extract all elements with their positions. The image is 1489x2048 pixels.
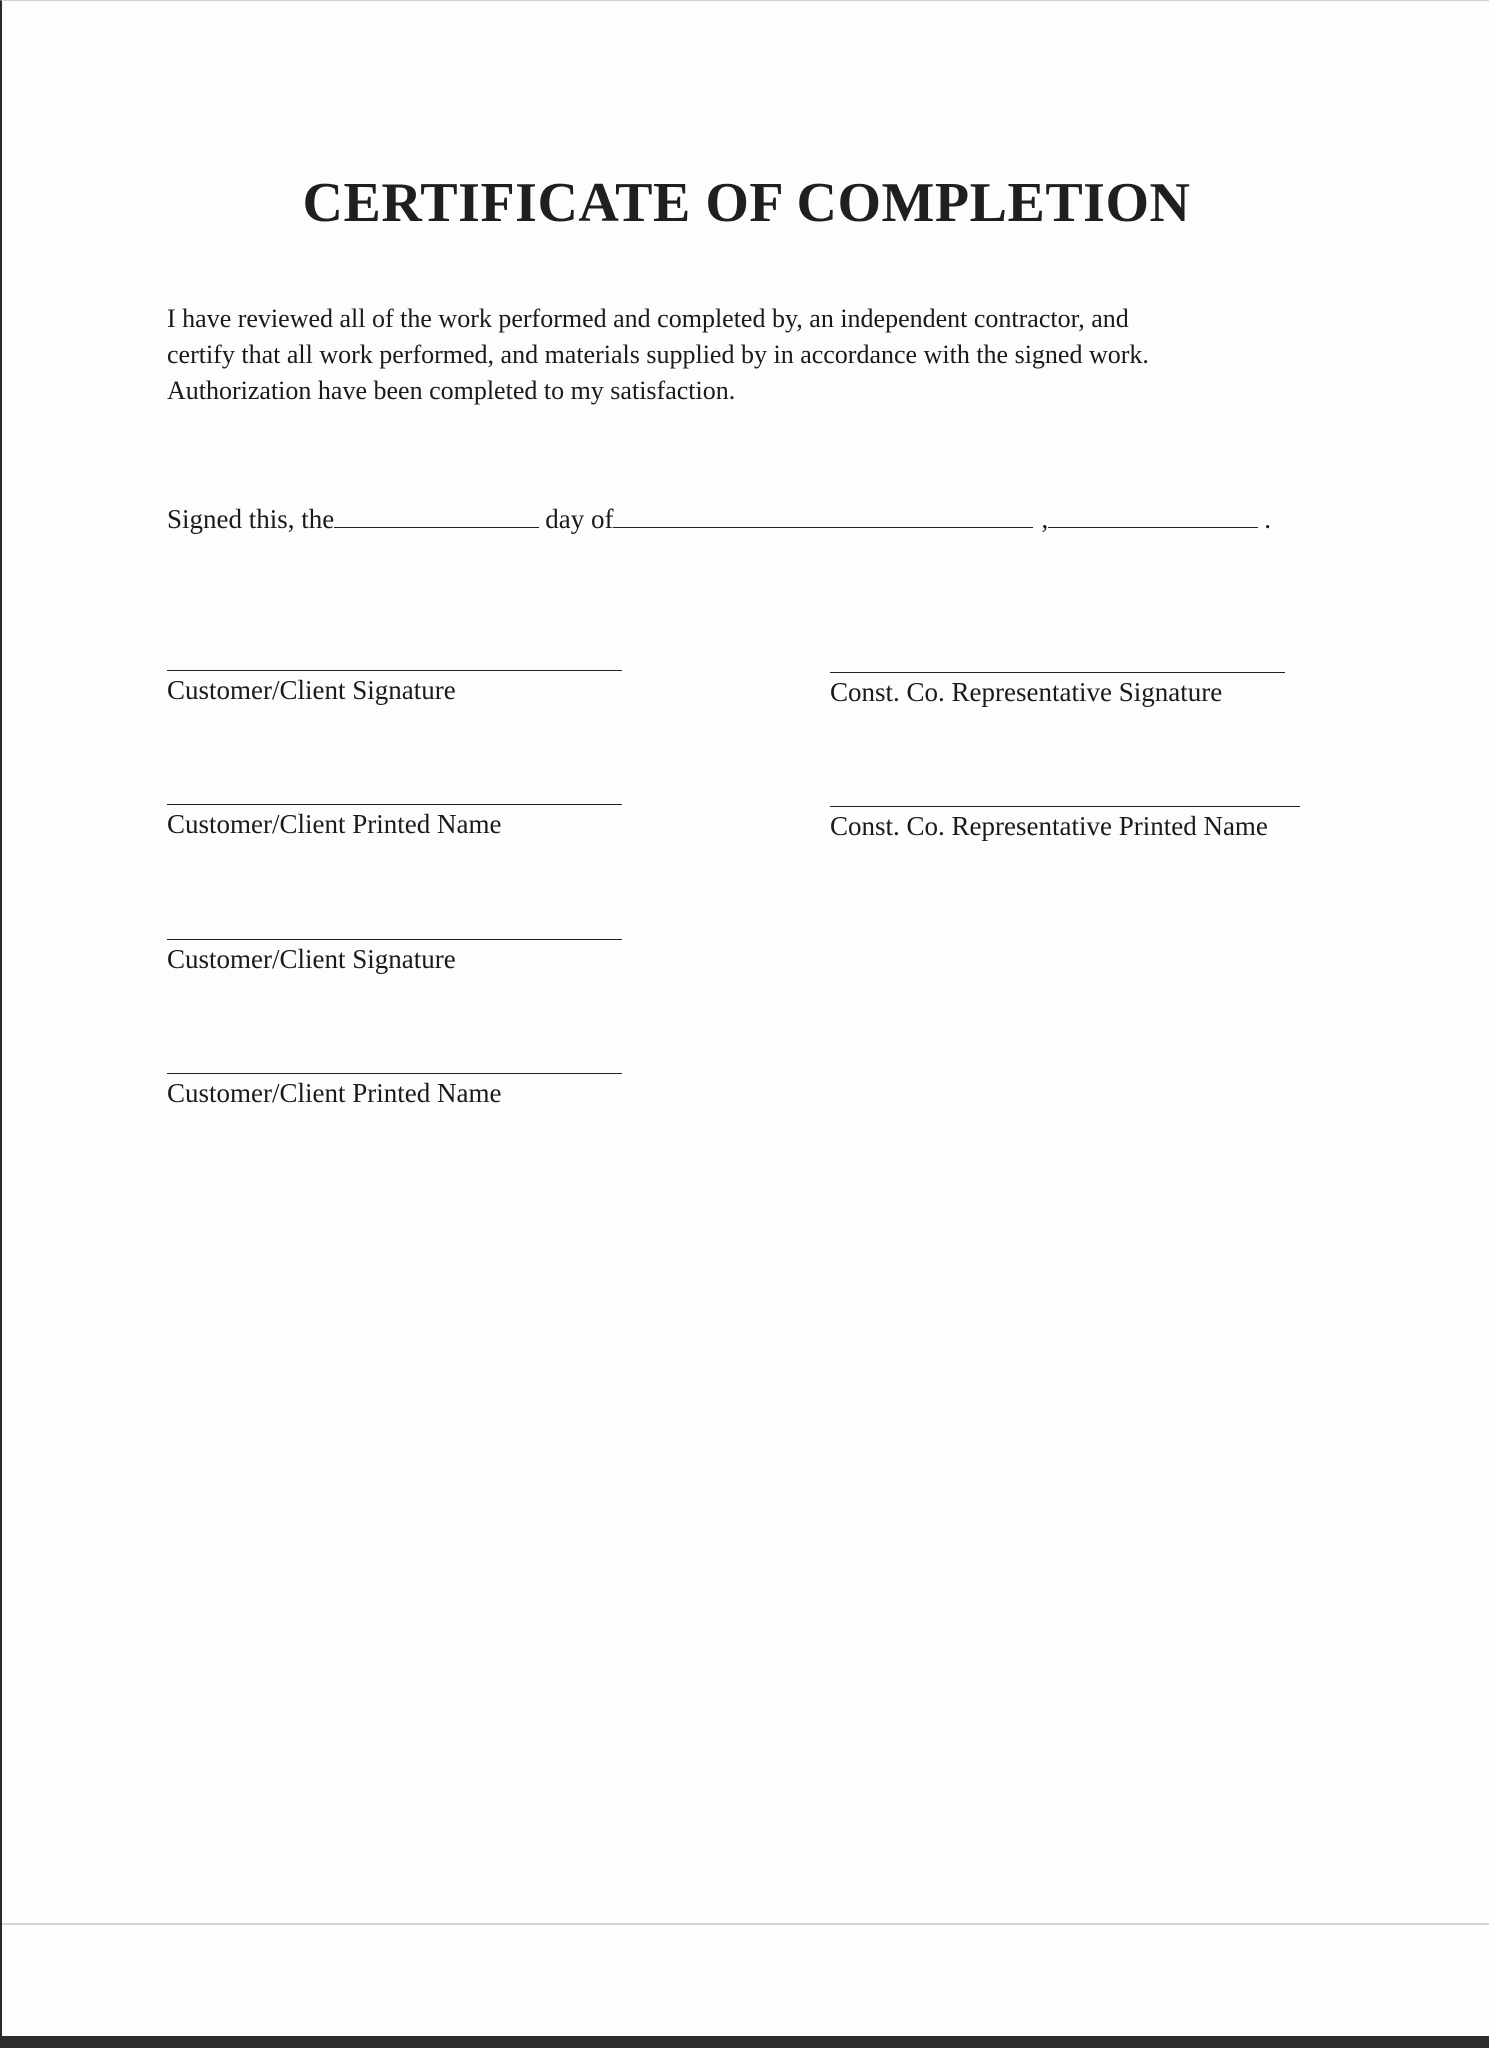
certificate-title: CERTIFICATE OF COMPLETION: [302, 172, 1191, 234]
comma-separator: ,: [1041, 504, 1049, 534]
customer-signature-block-1: [167, 670, 627, 706]
day-of-label: day of: [545, 504, 614, 534]
representative-printed-name-label: Const. Co. Representative Printed Name: [830, 811, 1268, 841]
certification-statement: [167, 301, 1297, 409]
representative-printed-name-block: [830, 806, 1310, 842]
customer-printed-name-label-1: Customer/Client Printed Name: [167, 809, 502, 839]
customer-signature-line-2[interactable]: [167, 939, 622, 940]
statement-line-1: I have reviewed all of the work performed and completed by, an independent contractor, and: [167, 304, 1129, 333]
year-blank[interactable]: [1048, 503, 1258, 528]
scan-bottom-edge: [0, 2036, 1489, 2048]
signed-prefix: Signed this, the: [167, 504, 335, 534]
customer-printed-name-block-2: [167, 1073, 627, 1109]
representative-signature-line[interactable]: [830, 672, 1285, 673]
representative-signature-label: Const. Co. Representative Signature: [830, 677, 1223, 707]
customer-signature-block-2: [167, 939, 627, 975]
customer-printed-name-block-1: [167, 804, 627, 840]
scan-fold-line: [2, 1923, 1489, 1925]
customer-printed-name-line-2[interactable]: [167, 1073, 622, 1074]
customer-signature-line-1[interactable]: [167, 670, 622, 671]
signed-date-line: [167, 503, 1271, 535]
statement-line-3: Authorization have been completed to my satisfaction.: [167, 376, 736, 405]
period-mark: .: [1264, 504, 1271, 534]
month-blank[interactable]: [613, 503, 1033, 528]
customer-signature-label-1: Customer/Client Signature: [167, 675, 456, 705]
customer-printed-name-line-1[interactable]: [167, 804, 622, 805]
customer-signature-label-2: Customer/Client Signature: [167, 944, 456, 974]
customer-printed-name-label-2: Customer/Client Printed Name: [167, 1078, 502, 1108]
statement-line-2: certify that all work performed, and materials supplied by in accordance with the signed work.: [167, 340, 1149, 369]
day-blank[interactable]: [334, 503, 539, 528]
representative-signature-block: [830, 672, 1310, 708]
representative-printed-name-line[interactable]: [830, 806, 1300, 807]
